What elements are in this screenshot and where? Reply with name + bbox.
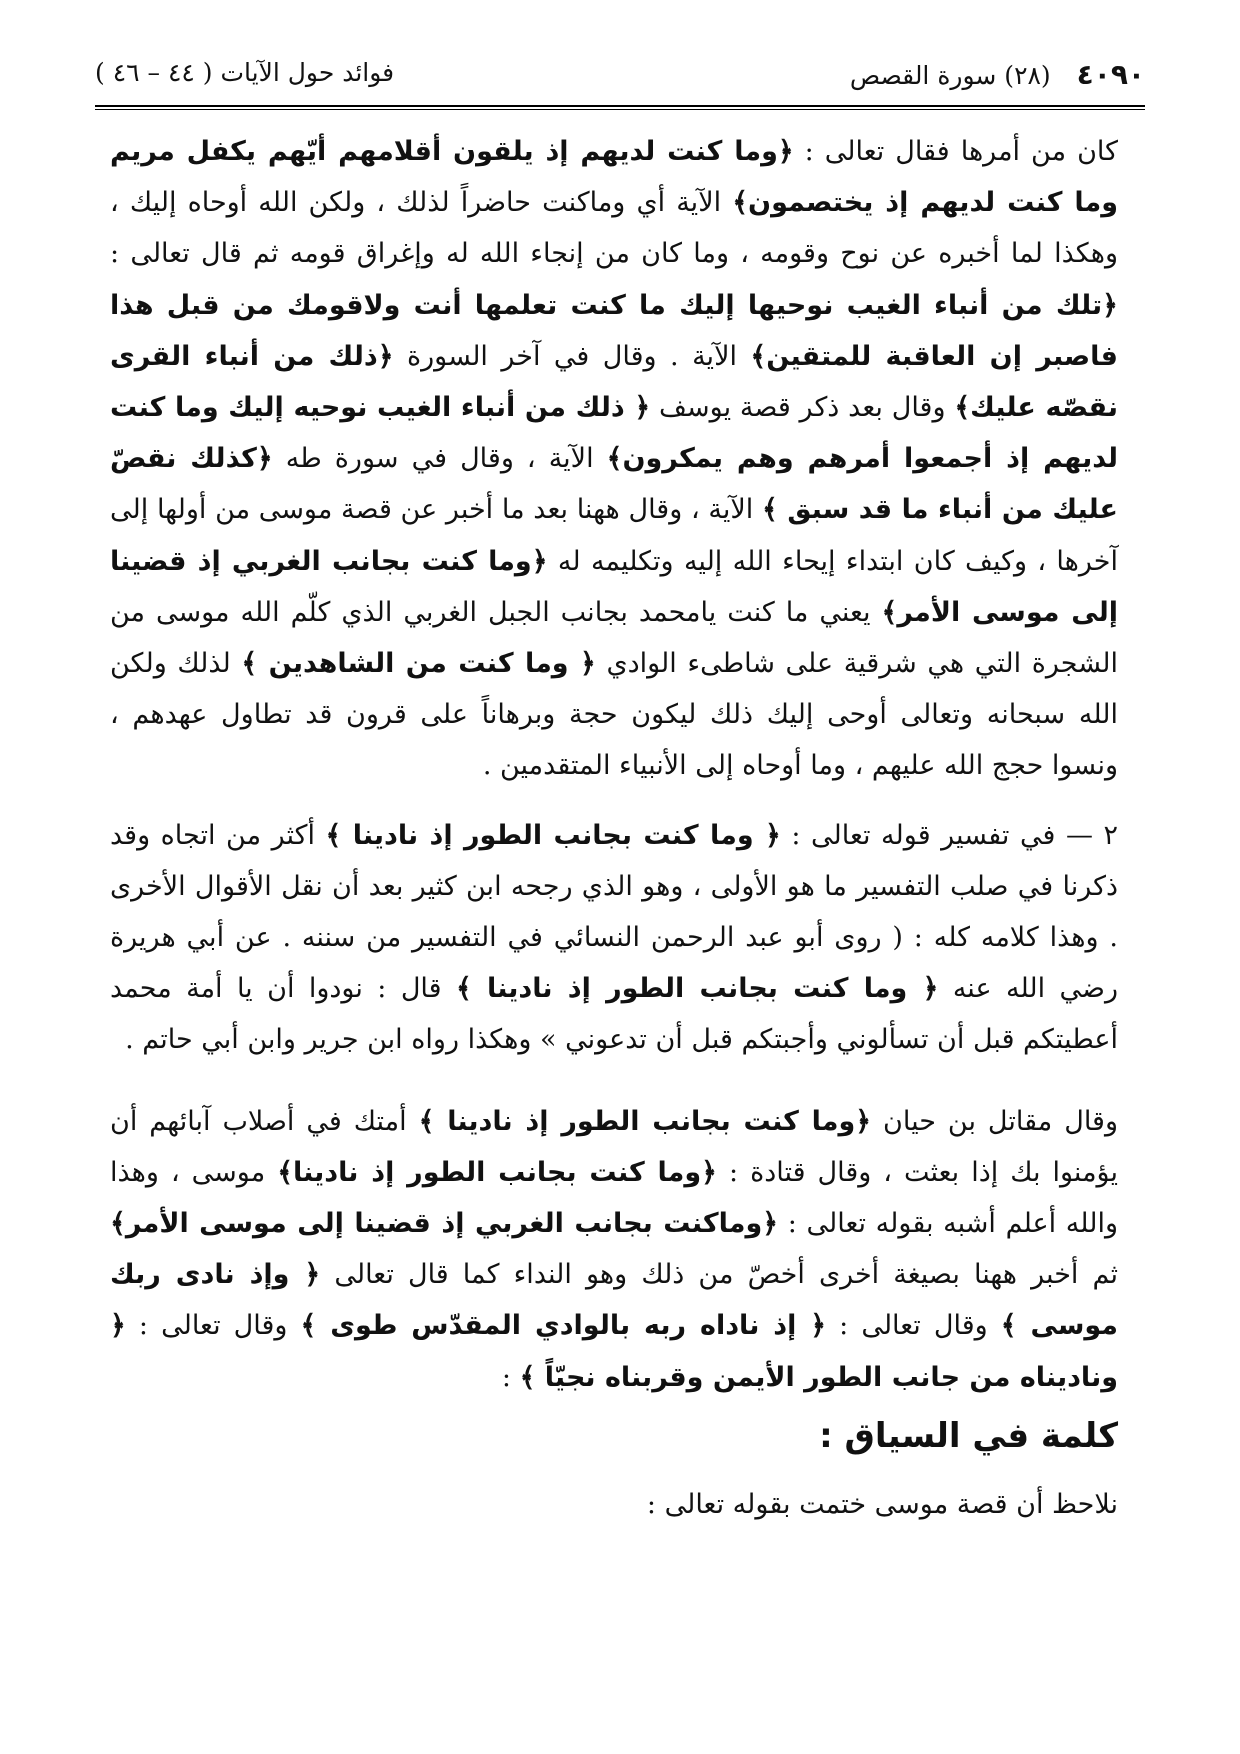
- header-rule: [95, 105, 1145, 107]
- section-heading: كلمة في السياق :: [819, 1415, 1118, 1456]
- spacer: [110, 1066, 1118, 1096]
- page-body: [110, 126, 1118, 1530]
- spacer: [110, 792, 1118, 810]
- paragraph-2: ٢ — في تفسير قوله تعالى : ﴿ وما كنت بجانب الطور إذ نادينا ﴾ أكثر من اتجاه وقد ذكرنا في صلب التفسير ما هو الأولى ، وهو الذي رجحه ابن كثير بعد أن نقل الأقوال الأخرى . وهذا كلامه كله : ( روى أبو عبد الرحمن النسائي في التفسير من سننه . عن أبي هريرة رضي الله عنه ﴿ وما كنت بجانب الطور إذ نادينا ﴾ قال : نودوا أن يا أمة محمد أعطيتكم قبل أن تسألوني وأجبتكم قبل أن تدعوني » وهكذا رواه ابن جرير وابن أبي حاتم .: [110, 819, 1119, 1056]
- page-header: [95, 58, 1145, 98]
- surah-title: (٢٨) سورة القصص: [849, 61, 1051, 90]
- page-number: ٤٠٩٠: [1076, 58, 1145, 91]
- running-title: فوائد حول الآيات ( ٤٤ – ٤٦ ): [95, 58, 395, 87]
- paragraph-1: كان من أمرها فقال تعالى : ﴿وما كنت لديهم إذ يلقون أقلامهم أيّهم يكفل مريم وما كنت لديهم إذ يختصمون﴾ الآية أي وماكنت حاضراً لذلك ، ولكن الله أوحاه إليك ، وهكذا لما أخبره عن نوح وقومه ، وما كان من إنجاء الله له وإغراق قومه ثم قال تعالى : ﴿تلك من أنباء الغيب نوحيها إليك ما كنت تعلمها أنت ولاقومك من قبل هذا فاصبر إن العاقبة للمتقين﴾ الآية . وقال في آخر السورة ﴿ذلك من أنباء القرى نقصّه عليك﴾ وقال بعد ذكر قصة يوسف ﴿ ذلك من أنباء الغيب نوحيه إليك وما كنت لديهم إذ أجمعوا أمرهم وهم يمكرون﴾ الآية ، وقال في سورة طه ﴿كذلك نقصّ عليك من أنباء ما قد سبق ﴾ الآية ، وقال ههنا بعد ما أخبر عن قصة موسى من أولها إلى آخرها ، وكيف كان ابتداء إيحاء الله إليه وتكليمه له ﴿وما كنت بجانب الغربي إذ قضينا إلى موسى الأمر﴾ يعني ما كنت يامحمد بجانب الجبل الغربي الذي كلّم الله موسى من الشجرة التي هي شرقية على شاطىء الوادي ﴿ وما كنت من الشاهدين ﴾ لذلك ولكن الله سبحانه وتعالى أوحى إليك ذلك ليكون حجة وبرهاناً على قرون قد تطاول عهدهم ، ونسوا حجج الله عليهم ، وما أوحاه إلى الأنبياء المتقدمين .: [110, 136, 1119, 782]
- header-right: [850, 58, 1145, 91]
- paragraph-4: نلاحظ أن قصة موسى ختمت بقوله تعالى :: [646, 1488, 1118, 1520]
- paragraph-3: وقال مقاتل بن حيان ﴿وما كنت بجانب الطور إذ نادينا ﴾ أمتك في أصلاب آبائهم أن يؤمنوا بك إذا بعثت ، وقال قتادة : ﴿وما كنت بجانب الطور إذ نادينا﴾ موسى ، وهذا والله أعلم أشبه بقوله تعالى : ﴿وماكنت بجانب الغربي إذ قضينا إلى موسى الأمر﴾ ثم أخبر ههنا بصيغة أخرى أخصّ من ذلك وهو النداء كما قال تعالى ﴿ وإذ نادى ربك موسى ﴾ وقال تعالى : ﴿ إذ ناداه ربه بالوادي المقدّس طوى ﴾ وقال تعالى : ﴿ وناديناه من جانب الطور الأيمن وقربناه نجيّاً ﴾ :: [110, 1105, 1119, 1393]
- header-rule-thin: [95, 109, 1145, 110]
